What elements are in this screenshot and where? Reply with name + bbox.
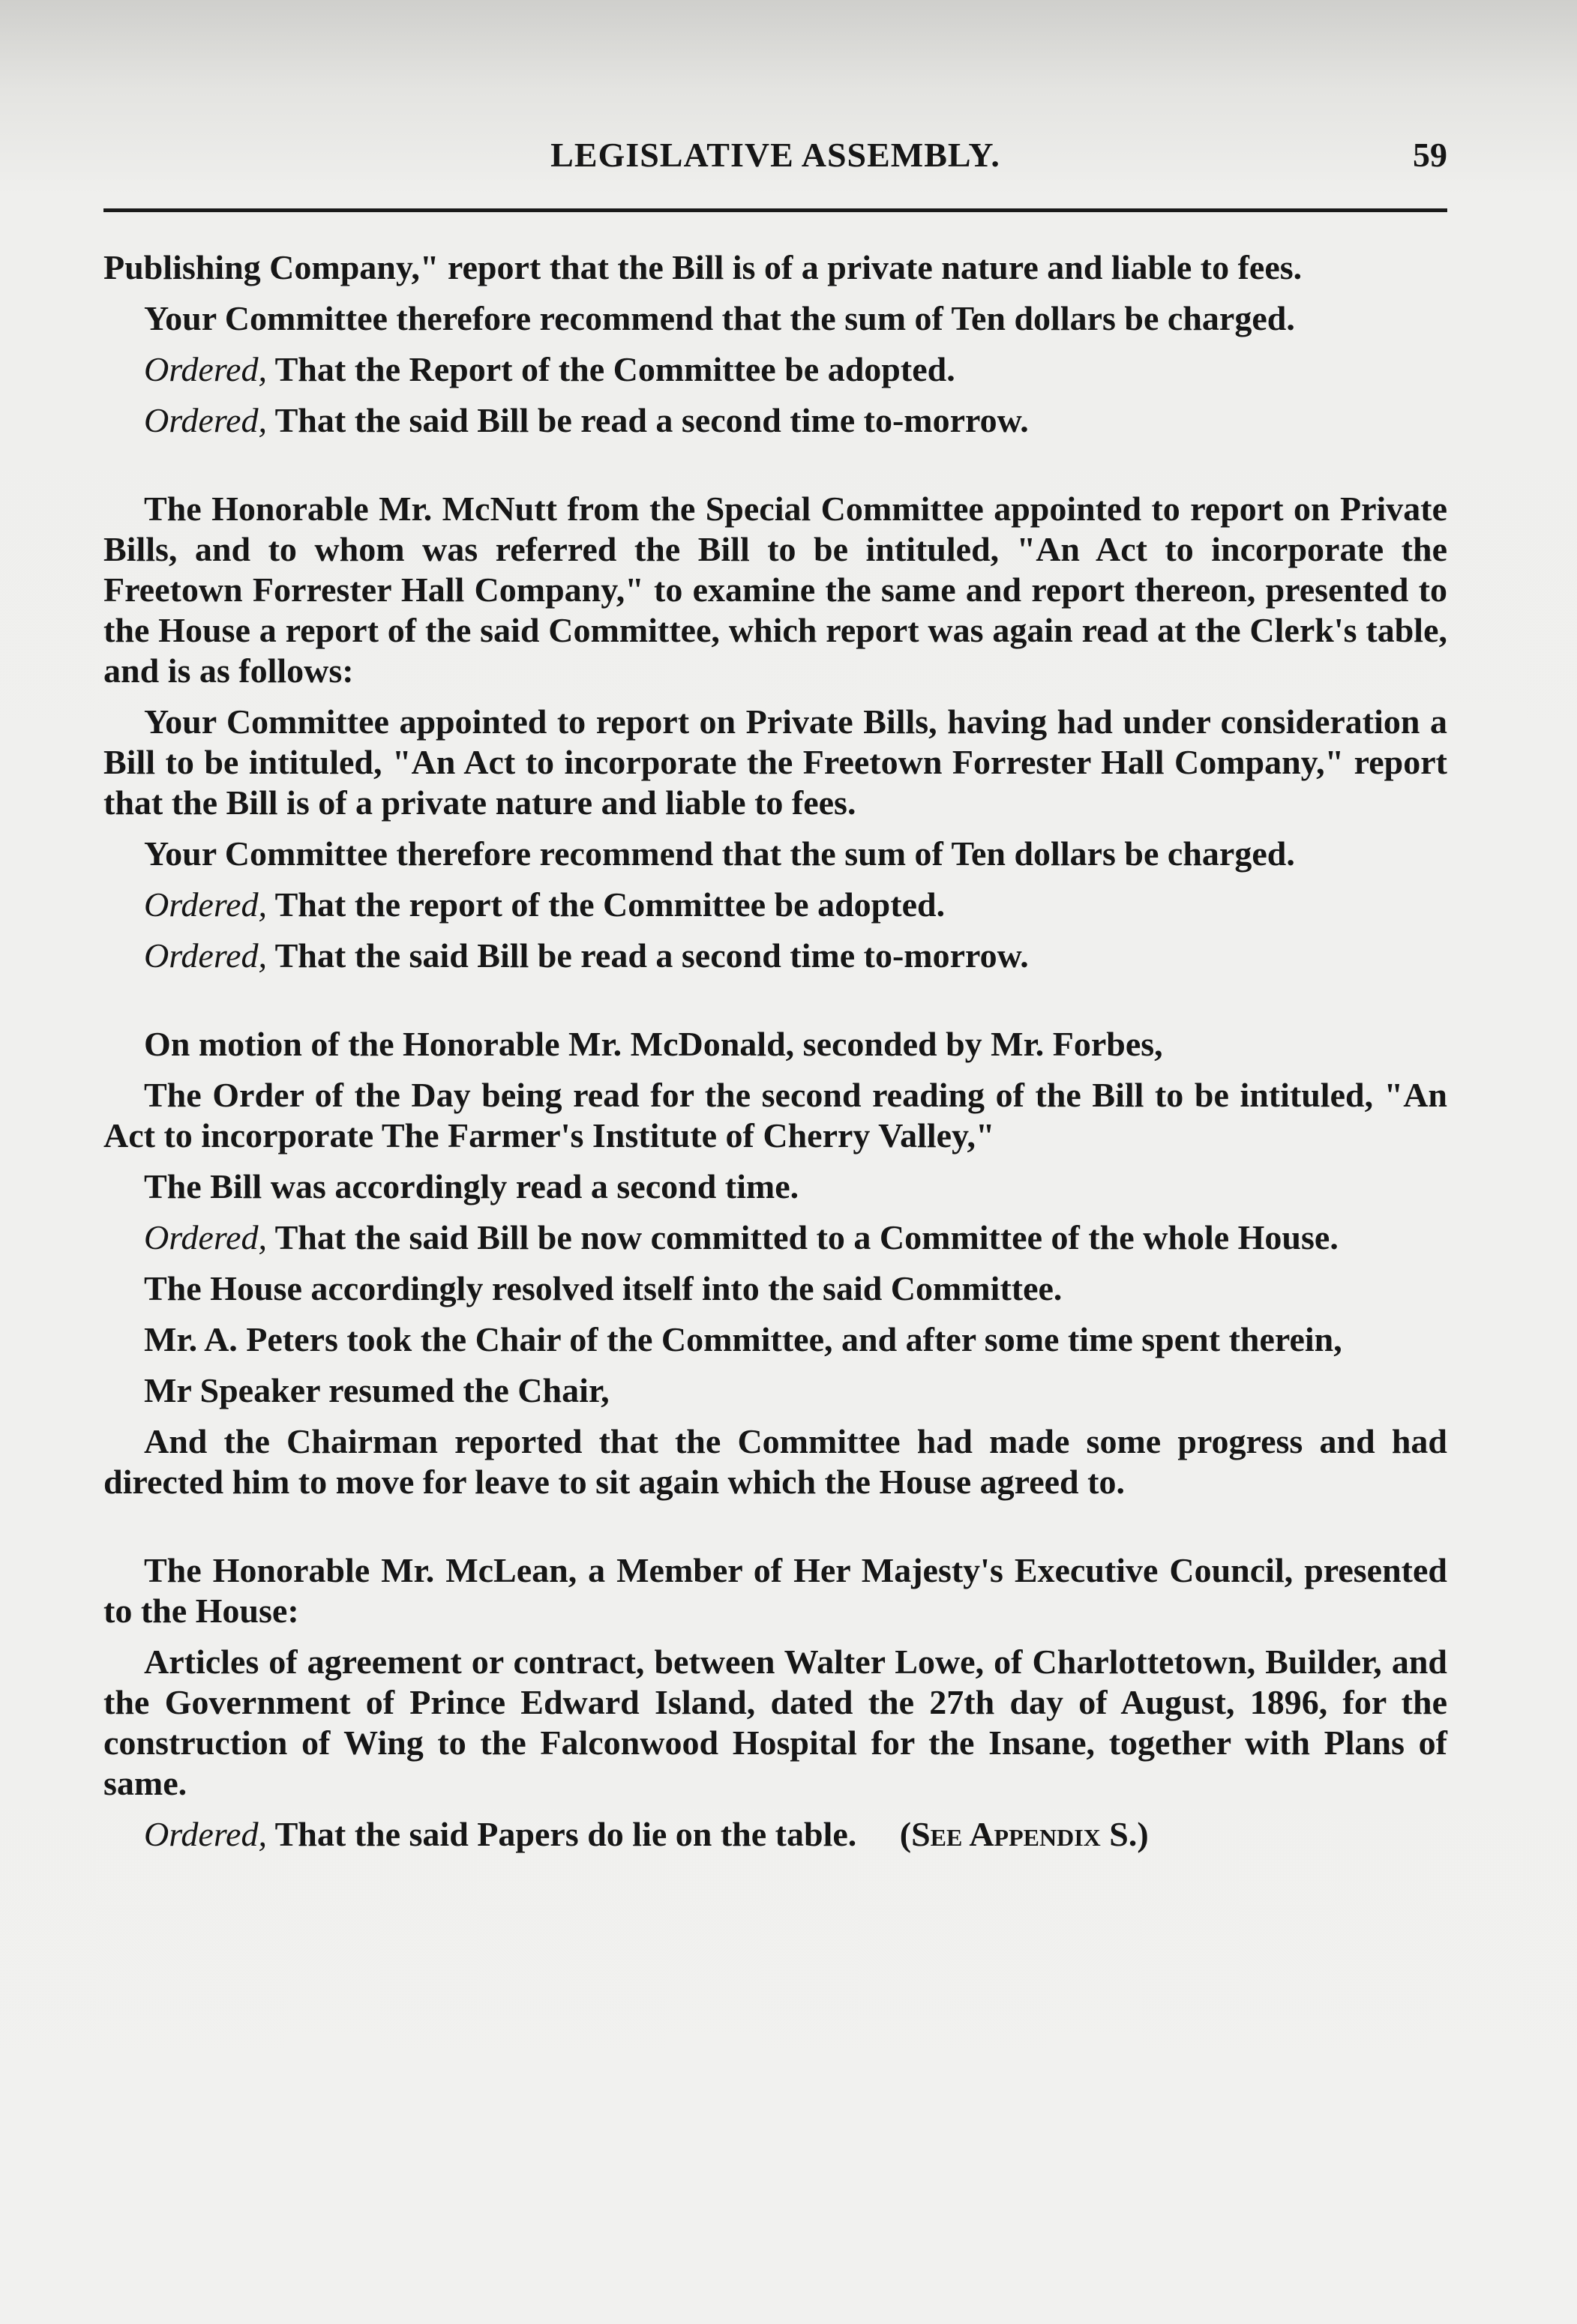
paragraph-order <box>103 349 1447 390</box>
paragraph-chairman-report: And the Chairman reported that the Committee had made some progress and had directed him to move for leave to sit again which the House agreed to. <box>103 1422 1447 1501</box>
paragraph-speaker: Mr Speaker resumed the Chair, <box>144 1371 610 1409</box>
paragraph-contract: Articles of agreement or contract, between Walter Lowe, of Charlottetown, Builder, and the Government of Prince Edward Island, dated the 27th day of August, 1896, for the construction of Wing to the Falconwood Hospital for the Insane, together with Plans of same. <box>103 1643 1447 1802</box>
paragraph-recommendation: Your Committee therefore recommend that the sum of Ten dollars be charged. <box>144 834 1295 873</box>
paragraph-order-of-day: The Order of the Day being read for the second reading of the Bill to be intituled, "An Act to incorporate The Farmer's Institute of Cherry Valley," <box>103 1076 1447 1155</box>
section-gap <box>103 1513 1447 1550</box>
paragraph-committee-resolution: The House accordingly resolved itself into the said Committee. <box>144 1269 1063 1307</box>
paragraph-committee-finding: Your Committee appointed to report on Private Bills, having had under consideration a Bill to be intituled, "An Act to incorporate the Freetown Forrester Hall Company," report that the Bill is of a private nature and liable to fees. <box>103 702 1447 822</box>
ordered-label: Ordered, <box>144 350 267 388</box>
paragraph-order <box>103 1217 1447 1258</box>
ordered-label: Ordered, <box>144 401 267 439</box>
order-text: That the said Bill be read a second time to-morrow. <box>266 936 1029 975</box>
page-number: 59 <box>1413 136 1447 174</box>
paragraph-order <box>103 1814 1447 1855</box>
paragraph-order <box>103 936 1447 976</box>
order-text: That the said Papers do lie on the table. <box>266 1815 857 1853</box>
ordered-label: Ordered, <box>144 1815 267 1853</box>
paragraph-order <box>103 885 1447 925</box>
header-rule <box>103 208 1447 212</box>
appendix-reference: (See Appendix S.) <box>899 1815 1149 1853</box>
running-head: LEGISLATIVE ASSEMBLY. <box>550 136 1000 174</box>
paragraph-motion: On motion of the Honorable Mr. McDonald, seconded by Mr. Forbes, <box>144 1025 1163 1063</box>
ordered-label: Ordered, <box>144 885 267 924</box>
paragraph-presentation: The Honorable Mr. McLean, a Member of Her Majesty's Executive Council, presented to the House: <box>103 1551 1447 1630</box>
paragraph-second-reading: The Bill was accordingly read a second time. <box>144 1167 799 1205</box>
paragraph-continuation: Publishing Company," report that the Bill is of a private nature and liable to fees. <box>103 248 1303 286</box>
paragraph-recommendation: Your Committee therefore recommend that the sum of Ten dollars be charged. <box>144 299 1295 337</box>
body-text <box>103 247 1447 1865</box>
page-header <box>103 127 1447 190</box>
ordered-label: Ordered, <box>144 936 267 975</box>
paragraph-committee-report: The Honorable Mr. McNutt from the Special Committee appointed to report on Private Bills, and to whom was referred the Bill to be intituled, "An Act to incorporate the Freetown Forrester Hall Company," to examine the same and report thereon, presented to the House a report of the said Committee, which report was again read at the Clerk's table, and is as follows: <box>103 490 1447 690</box>
section-gap <box>103 987 1447 1024</box>
paragraph-chair: Mr. A. Peters took the Chair of the Committee, and after some time spent therein, <box>144 1320 1342 1358</box>
order-text: That the said Bill be now committed to a Committee of the whole House. <box>266 1218 1339 1256</box>
paragraph-order <box>103 400 1447 441</box>
order-text: That the report of the Committee be adopted. <box>266 885 946 924</box>
order-text: That the Report of the Committee be adopted. <box>266 350 955 388</box>
section-gap <box>103 451 1447 489</box>
ordered-label: Ordered, <box>144 1218 267 1256</box>
order-text: That the said Bill be read a second time to-morrow. <box>266 401 1029 439</box>
